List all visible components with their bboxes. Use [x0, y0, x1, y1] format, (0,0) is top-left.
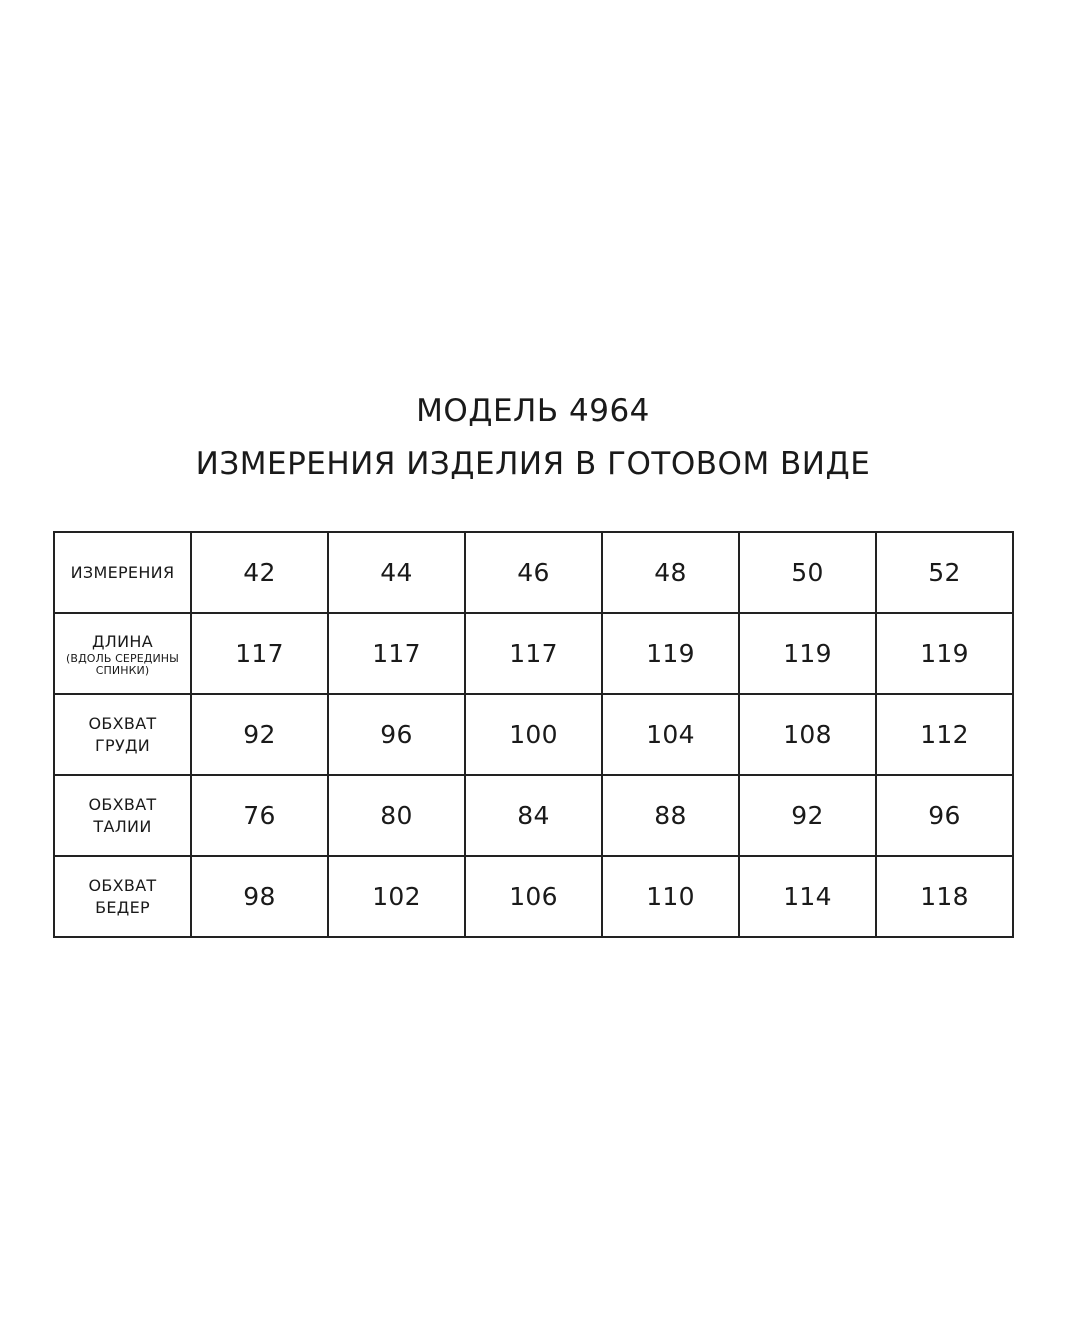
row-label-note: СПИНКИ) [95, 663, 150, 677]
table-row [54, 613, 1013, 694]
size-chart-table [53, 531, 1014, 938]
value-cell [602, 694, 739, 775]
value-cell [191, 775, 328, 856]
value-cell [739, 856, 876, 937]
measurement-value: 102 [372, 882, 421, 911]
size-header: 50 [791, 558, 824, 587]
size-header-cell [328, 532, 465, 613]
value-cell [876, 775, 1013, 856]
measurement-value: 118 [920, 882, 969, 911]
header-label: ИЗМЕРЕНИЯ [70, 562, 175, 582]
value-cell [602, 856, 739, 937]
row-label-cell [54, 775, 191, 856]
value-cell [328, 856, 465, 937]
value-cell [602, 613, 739, 694]
size-header-cell [876, 532, 1013, 613]
table-row [54, 856, 1013, 937]
measurement-value: 84 [517, 801, 550, 830]
value-cell [328, 613, 465, 694]
measurement-value: 119 [920, 639, 969, 668]
measurement-value: 76 [243, 801, 276, 830]
measurement-value: 96 [380, 720, 413, 749]
size-header-cell [602, 532, 739, 613]
measurement-value: 117 [235, 639, 284, 668]
table-row [54, 694, 1013, 775]
value-cell [876, 613, 1013, 694]
value-cell [876, 694, 1013, 775]
size-header-cell [465, 532, 602, 613]
size-header: 46 [517, 558, 550, 587]
row-label: ОБХВАТ [88, 794, 157, 814]
measurement-value: 92 [243, 720, 276, 749]
value-cell [191, 613, 328, 694]
row-label-note: (ВДОЛЬ СЕРЕДИНЫ [66, 651, 179, 665]
row-label: БЕДЕР [95, 897, 150, 917]
measurement-value: 117 [372, 639, 421, 668]
table-header-row [54, 532, 1013, 613]
measurement-value: 114 [783, 882, 832, 911]
value-cell [465, 775, 602, 856]
value-cell [328, 775, 465, 856]
size-header: 44 [380, 558, 413, 587]
measurement-value: 117 [509, 639, 558, 668]
table-row [54, 775, 1013, 856]
size-header-cell [739, 532, 876, 613]
value-cell [876, 856, 1013, 937]
header-label-cell [54, 532, 191, 613]
measurement-value: 108 [783, 720, 832, 749]
measurement-value: 104 [646, 720, 695, 749]
value-cell [328, 694, 465, 775]
row-label: ОБХВАТ [88, 875, 157, 895]
measurement-value: 106 [509, 882, 558, 911]
row-label-cell [54, 613, 191, 694]
measurement-value: 88 [654, 801, 687, 830]
row-label: ТАЛИИ [93, 816, 152, 836]
size-header: 52 [928, 558, 961, 587]
value-cell [739, 694, 876, 775]
value-cell [465, 856, 602, 937]
row-label-cell [54, 856, 191, 937]
row-label-cell [54, 694, 191, 775]
value-cell [465, 694, 602, 775]
measurement-value: 119 [783, 639, 832, 668]
row-label: ГРУДИ [94, 735, 151, 755]
value-cell [602, 775, 739, 856]
measurement-value: 96 [928, 801, 961, 830]
size-header: 42 [243, 558, 276, 587]
measurement-value: 112 [920, 720, 969, 749]
value-cell [739, 613, 876, 694]
measurement-value: 110 [646, 882, 695, 911]
size-header-cell [191, 532, 328, 613]
measurement-value: 80 [380, 801, 413, 830]
value-cell [191, 856, 328, 937]
measurement-value: 119 [646, 639, 695, 668]
size-header: 48 [654, 558, 687, 587]
measurement-value: 100 [509, 720, 558, 749]
page-subtitle: ИЗМЕРЕНИЯ ИЗДЕЛИЯ В ГОТОВОМ ВИДЕ [195, 446, 871, 482]
value-cell [465, 613, 602, 694]
row-label: ОБХВАТ [88, 713, 157, 733]
row-label: ДЛИНА [92, 631, 153, 651]
model-title: МОДЕЛЬ 4964 [416, 393, 650, 429]
measurement-value: 92 [791, 801, 824, 830]
measurement-value: 98 [243, 882, 276, 911]
value-cell [739, 775, 876, 856]
value-cell [191, 694, 328, 775]
